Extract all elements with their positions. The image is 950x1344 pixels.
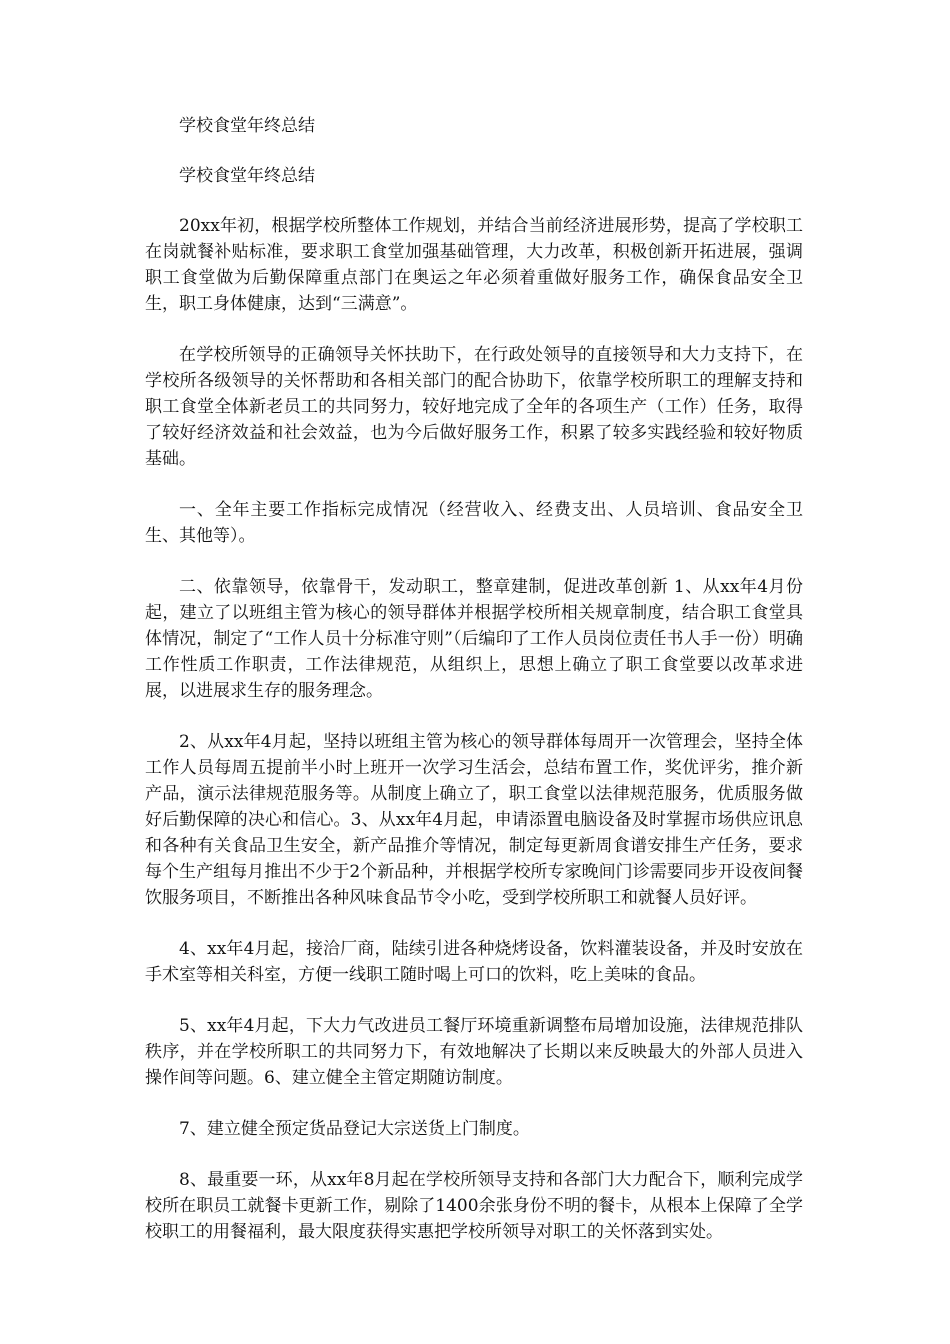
document-body [145, 113, 803, 1270]
paragraph-section-two: 二、依靠领导，依靠骨干，发动职工，整章建制，促进改革创新 1、从xx年4月份起，建立了以班组主管为核心的领导群体并根据学校所相关规章制度，结合职工食堂具体情况，制定了“工作人员十分标准守则”（后编印了工作人员岗位责任书人手一份）明确工作性质工作职责，工作法律规范，从组织上，思想上确立了职工食堂要以改革求进展，以进展求生存的服务理念。 [145, 577, 803, 701]
paragraph-section-one: 一、全年主要工作指标完成情况（经营收入、经费支出、人员培训、食品安全卫生、其他等）。 [145, 500, 803, 546]
document-subtitle: 学校食堂年终总结 [179, 166, 315, 186]
paragraph-item-7: 7、建立健全预定货品登记大宗送货上门制度。 [179, 1119, 530, 1139]
paragraph-support: 在学校所领导的正确领导关怀扶助下，在行政处领导的直接领导和大力支持下，在学校所各级领导的关怀帮助和各相关部门的配合协助下，依靠学校所职工的理解支持和职工食堂全体新老员工的共同努力，较好地完成了全年的各项生产（工作）任务，取得了较好经济效益和社会效益，也为今后做好服务工作，积累了较多实践经验和较好物质基础。 [145, 345, 803, 469]
paragraph-item-5-6: 5、xx年4月起，下大力气改进员工餐厅环境重新调整布局增加设施，法律规范排队秩序，并在学校所职工的共同努力下，有效地解决了长期以来反映最大的外部人员进入操作间等问题。6、建立健全主管定期随访制度。 [145, 1016, 803, 1088]
paragraph-item-2-3: 2、从xx年4月起，坚持以班组主管为核心的领导群体每周开一次管理会，坚持全体工作人员每周五提前半小时上班开一次学习生活会，总结布置工作，奖优评劣，推介新产品，演示法律规范服务等。从制度上确立了，职工食堂以法律规范服务，优质服务做好后勤保障的决心和信心。3、从xx年4月起，申请添置电脑设备及时掌握市场供应讯息和各种有关食品卫生安全，新产品推介等情况，制定每更新周食谱安排生产任务，要求每个生产组每月推出不少于2个新品种，并根据学校所专家晚间门诊需要同步开设夜间餐饮服务项目，不断推出各种风味食品节令小吃，受到学校所职工和就餐人员好评。 [145, 732, 803, 908]
paragraph-item-4: 4、xx年4月起，接洽厂商，陆续引进各种烧烤设备，饮料灌装设备，并及时安放在手术室等相关科室，方便一线职工随时喝上可口的饮料，吃上美味的食品。 [145, 939, 803, 985]
document-title: 学校食堂年终总结 [179, 116, 315, 136]
paragraph-item-8: 8、最重要一环，从xx年8月起在学校所领导支持和各部门大力配合下，顺利完成学校所在职员工就餐卡更新工作，剔除了1400余张身份不明的餐卡，从根本上保障了全学校职工的用餐福利，最大限度获得实惠把学校所领导对职工的关怀落到实处。 [145, 1170, 803, 1242]
paragraph-intro: 20xx年初，根据学校所整体工作规划，并结合当前经济进展形势，提高了学校职工在岗就餐补贴标准，要求职工食堂加强基础管理，大力改革，积极创新开拓进展，强调职工食堂做为后勤保障重点部门在奥运之年必须着重做好服务工作，确保食品安全卫生，职工身体健康，达到“三满意”。 [145, 216, 803, 314]
